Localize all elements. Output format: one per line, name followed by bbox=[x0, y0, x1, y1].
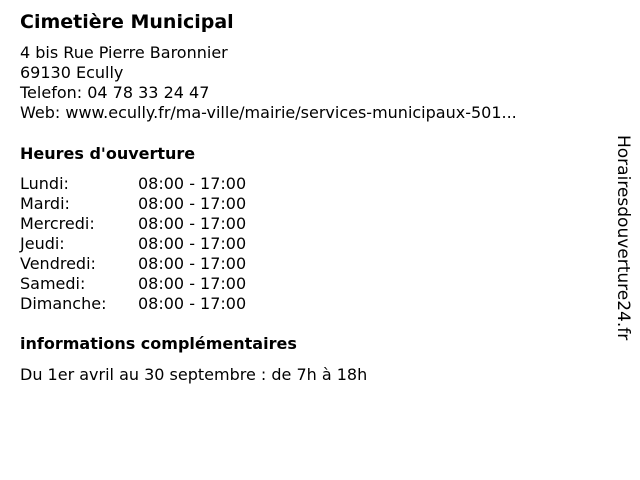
address-block bbox=[20, 43, 517, 123]
day-label: Mercredi: bbox=[20, 214, 95, 233]
table-row bbox=[20, 254, 246, 274]
table-row bbox=[20, 294, 246, 314]
table-row bbox=[20, 174, 246, 194]
time-range: 08:00 - 17:00 bbox=[138, 194, 247, 213]
site-watermark: Horairesdouverture24.fr bbox=[613, 135, 633, 341]
table-row bbox=[20, 274, 246, 294]
time-range: 08:00 - 17:00 bbox=[138, 294, 247, 313]
day-label: Jeudi: bbox=[20, 234, 65, 253]
time-range: 08:00 - 17:00 bbox=[138, 234, 247, 253]
opening-hours-table bbox=[20, 174, 246, 314]
street-address: 4 bis Rue Pierre Baronnier bbox=[20, 43, 228, 62]
table-row bbox=[20, 214, 246, 234]
day-label: Mardi: bbox=[20, 194, 70, 213]
time-range: 08:00 - 17:00 bbox=[138, 254, 247, 273]
table-row bbox=[20, 234, 246, 254]
phone-line: Telefon: 04 78 33 24 47 bbox=[20, 83, 210, 102]
web-line: Web: www.ecully.fr/ma-ville/mairie/services-municipaux-501... bbox=[20, 103, 517, 122]
info-heading: informations complémentaires bbox=[20, 334, 297, 353]
info-text: Du 1er avril au 30 septembre : de 7h à 18h bbox=[20, 365, 368, 384]
day-label: Vendredi: bbox=[20, 254, 96, 273]
time-range: 08:00 - 17:00 bbox=[138, 174, 247, 193]
place-title: Cimetière Municipal bbox=[20, 11, 234, 33]
table-row bbox=[20, 194, 246, 214]
day-label: Dimanche: bbox=[20, 294, 107, 313]
time-range: 08:00 - 17:00 bbox=[138, 214, 247, 233]
day-label: Samedi: bbox=[20, 274, 86, 293]
day-label: Lundi: bbox=[20, 174, 69, 193]
time-range: 08:00 - 17:00 bbox=[138, 274, 247, 293]
postal-city: 69130 Ecully bbox=[20, 63, 124, 82]
hours-heading: Heures d'ouverture bbox=[20, 144, 196, 163]
